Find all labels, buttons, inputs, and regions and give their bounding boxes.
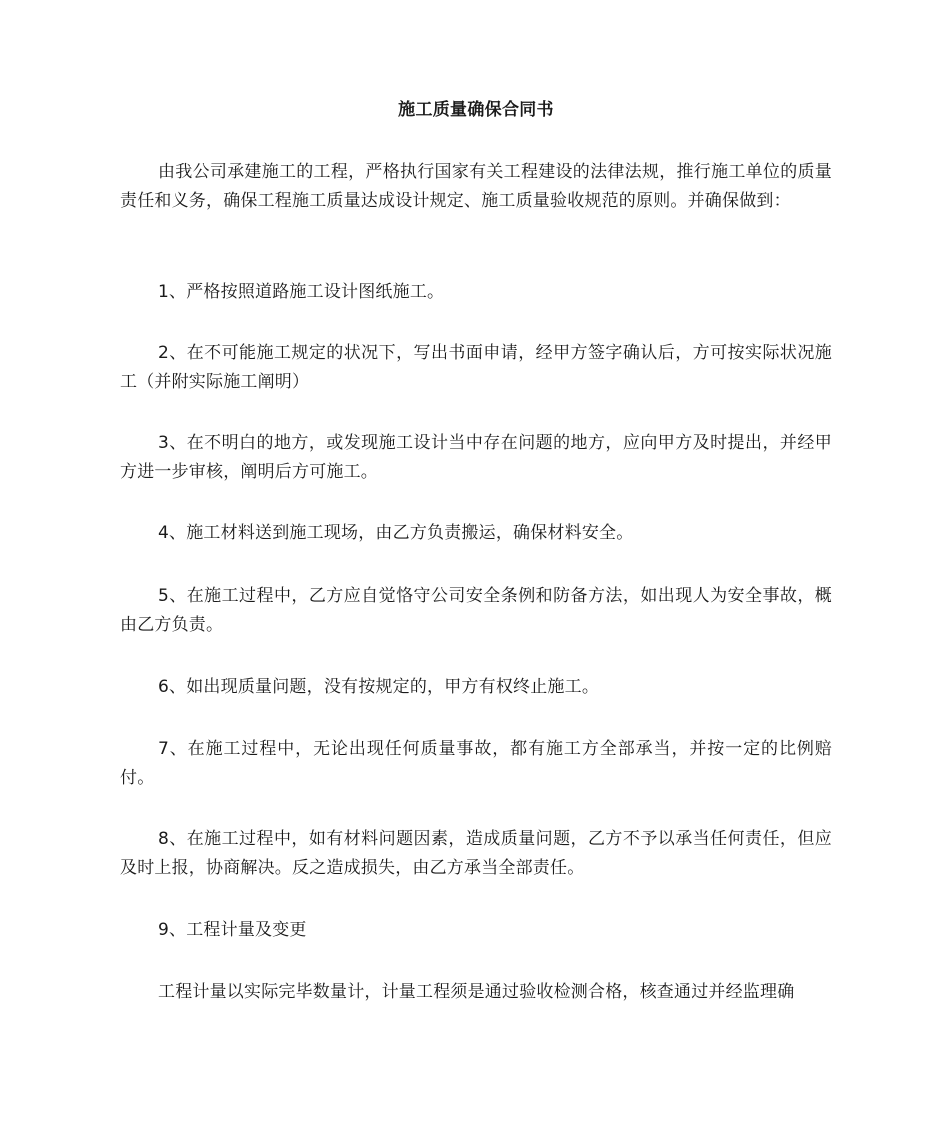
measurement-paragraph: 工程计量以实际完毕数量计，计量工程须是通过验收检测合格，核查通过并经监理确 bbox=[158, 982, 795, 1002]
clause-5: 5、在施工过程中，乙方应自觉恪守公司安全条例和防备方法，如出现人为安全事故，概由乙方负责。 bbox=[120, 586, 832, 635]
clause-2: 2、在不可能施工规定的状况下，写出书面申请，经甲方签字确认后，方可按实际状况施工（并附实际施工阐明） bbox=[120, 343, 832, 392]
clause-3: 3、在不明白的地方，或发现施工设计当中存在问题的地方，应向甲方及时提出，并经甲方进一步审核，阐明后方可施工。 bbox=[120, 433, 832, 482]
document-page bbox=[120, 0, 832, 1129]
clause-6: 6、如出现质量问题，没有按规定的，甲方有权终止施工。 bbox=[158, 677, 600, 697]
clause-7: 7、在施工过程中，无论出现任何质量事故，都有施工方全部承当，并按一定的比例赔付。 bbox=[120, 739, 832, 788]
intro-paragraph: 由我公司承建施工的工程，严格执行国家有关工程建设的法律法规，推行施工单位的质量责任和义务，确保工程施工质量达成设计规定、施工质量验收规范的原则。并确保做到： bbox=[120, 162, 832, 211]
document-title: 施工质量确保合同书 bbox=[398, 100, 554, 120]
clause-4: 4、施工材料送到施工现场，由乙方负责搬运，确保材料安全。 bbox=[158, 523, 634, 543]
clause-9-heading: 9、工程计量及变更 bbox=[158, 920, 307, 940]
clause-1: 1、严格按照道路施工设计图纸施工。 bbox=[158, 282, 445, 302]
clause-8: 8、在施工过程中，如有材料问题因素，造成质量问题，乙方不予以承当任何责任，但应及时上报，协商解决。反之造成损失，由乙方承当全部责任。 bbox=[120, 829, 832, 878]
